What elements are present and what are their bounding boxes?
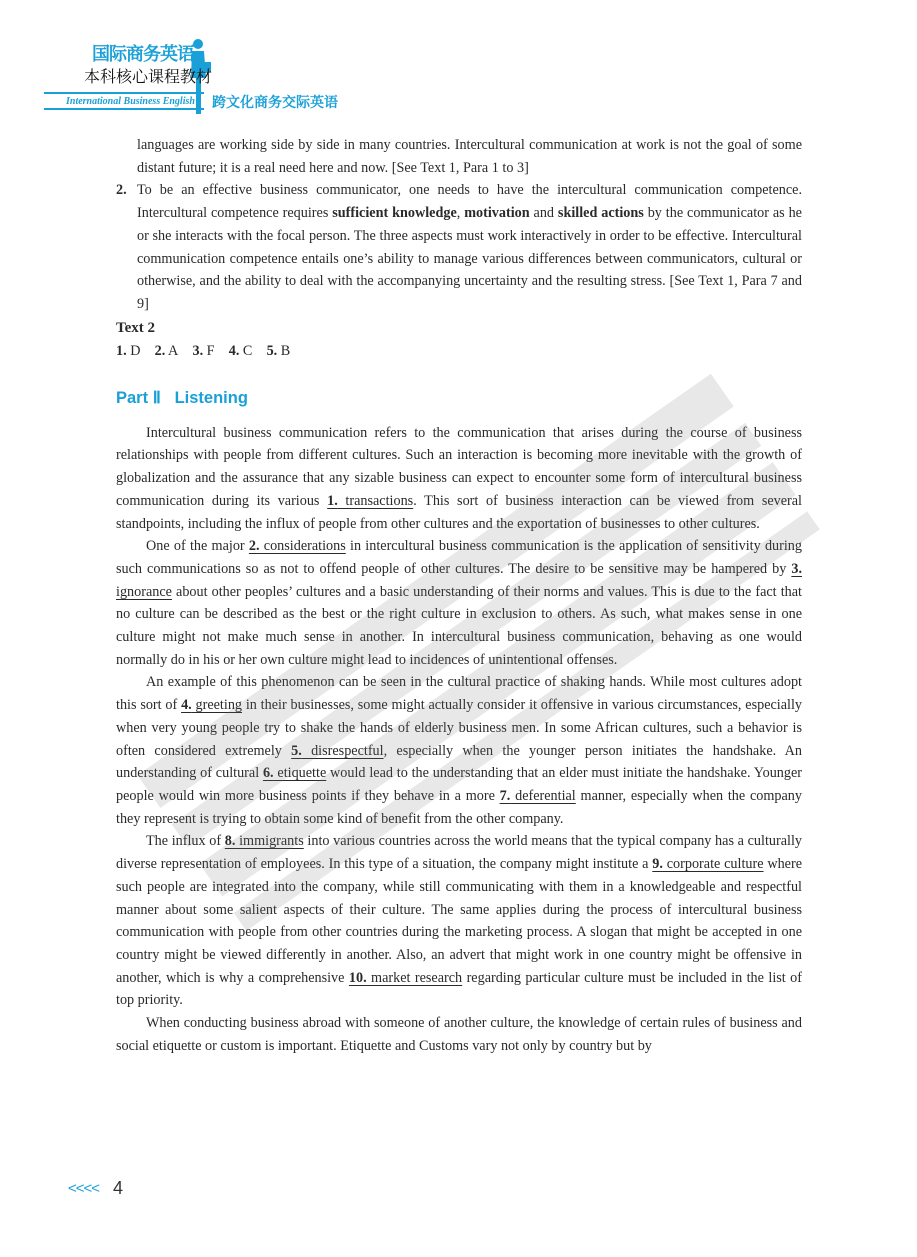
listening-paragraph: When conducting business abroad with someone of another culture, the knowledge of certain rules of business and social etiquette or custom is important. Etiquette and Customs vary not only by country but by (116, 1015, 802, 1054)
book-title: 跨文化商务交际英语 (212, 95, 338, 111)
logo-divider (44, 92, 204, 94)
listening-paragraph: An example of this phenomenon can be seen in the cultural practice of shaking hands. While most cultures adopt this sort of 4. greeting in their businesses, some might actually consider it offensive in various circumstances, especially when very young people try to shake the hands of elderly business men. In some African cultures, such a behavior is often considered extremely 5. disrespectful, especially when the younger person initiates the handshake. An understanding of cultural 6. etiquette would lead to the understanding that an elder must initiate the handshake. Younger people would win more business points if they behave in a more 7. deferential manner, especially when the company they represent is trying to obtain some kind of benefit from the other company. (116, 674, 803, 827)
answer-key: 1. D 2. A 3. F 4. C 5. B (116, 343, 291, 360)
logo-subtitle-cn: 本科核心课程教材 (84, 67, 213, 86)
logo-title-cn: 国际商务英语 (92, 44, 194, 65)
logo-divider (44, 108, 204, 110)
page-content (116, 134, 802, 1057)
page-number: 4 (113, 1178, 124, 1198)
answer-blank: 5. disrespectful (291, 742, 384, 759)
keyword: motivation (464, 205, 530, 222)
page-header (0, 0, 917, 130)
logo-title-en: International Business English (66, 96, 195, 107)
listening-paragraph: The influx of 8. immigrants into various countries across the world means that the typical company has a culturally diverse representation of employees. In this type of a situation, the company might institute a 9. corporate culture where such people are integrated into the company, while still communicating with them in a knowledgeable and respectful manner about some salient aspects of their culture. The same applies during the process of intercultural business communication with people from other countries during the marketing process. A slogan that might be accepted in one country might be viewed differently in another. Also, an advert that might work in one country might be offensive in another, which is why a comprehensive 10. market research regarding particular culture must be included in the list of top priority. (116, 833, 803, 1009)
item-number: 2. (116, 182, 127, 199)
answer-item-2: 2. To be an effective business communicator, one needs to have the intercultural communication competence. Intercultural competence requires sufficient knowledge, motivation and skilled actions by the communicator as he or she interacts with the focal person. The three aspects must work interactively in order to be effective. Intercultural communication competence entails one’s ability to manage various differences between communicators, cultural or otherwise, and the ability to deal with the accompanying uncertainty and the resulting stress. [See Text 1, Para 7 and 9] (116, 179, 802, 315)
answer-blank: 2. considerations (248, 538, 346, 555)
answer-blank: 1. transactions (327, 492, 414, 509)
page-arrows-icon: <<<< (68, 1180, 100, 1197)
answer-blank: 8. immigrants (224, 833, 304, 850)
answer-blank: 10. market research (348, 969, 463, 986)
keyword: sufficient knowledge (332, 205, 457, 222)
answer-blank: 6. etiquette (262, 765, 327, 782)
answer-blank: 9. corporate culture (652, 856, 764, 873)
answer-blank: 7. deferential (499, 787, 576, 804)
intro-continuation: languages are working side by side in many countries. Intercultural communication at work is not the goal of some distant future; it is a real need here and now. [See Text 1, Para 1 to 3] (137, 137, 802, 176)
section-heading: Text 2 (116, 319, 156, 336)
listening-paragraph: One of the major 2. considerations in intercultural business communication is the application of sensitivity during such communications so as not to offend people of other cultures. The desire to be sensitive may be hampered by 3. ignorance about other peoples’ cultures and a basic understanding of their norms and values. This is due to the fact that no culture can be described as the best or the right culture in exclusion to others. As such, what makes sense in one culture might not make much sense in another. In intercultural business communication, behaving as one would normally do in his or her own culture might lead to incidences of unintentional offenses. (116, 538, 802, 668)
part-heading: Part Ⅱ Listening (116, 389, 248, 408)
answer-blank: 3. ignorance (116, 560, 802, 600)
keyword: skilled actions (557, 205, 644, 222)
answer-blank: 4. greeting (181, 697, 243, 714)
listening-paragraph: Intercultural business communication refers to the communication that arises during the course of business relationships with people from different cultures. Such an interaction is becoming more inevitable with the growth of globalization and the assurance that any sizable business can expect to encounter some form of intercultural business communication during its various 1. transactions. This sort of business interaction can be viewed from several standpoints, including the influx of people from other cultures and the exportation of businesses to other cultures. (116, 424, 802, 532)
